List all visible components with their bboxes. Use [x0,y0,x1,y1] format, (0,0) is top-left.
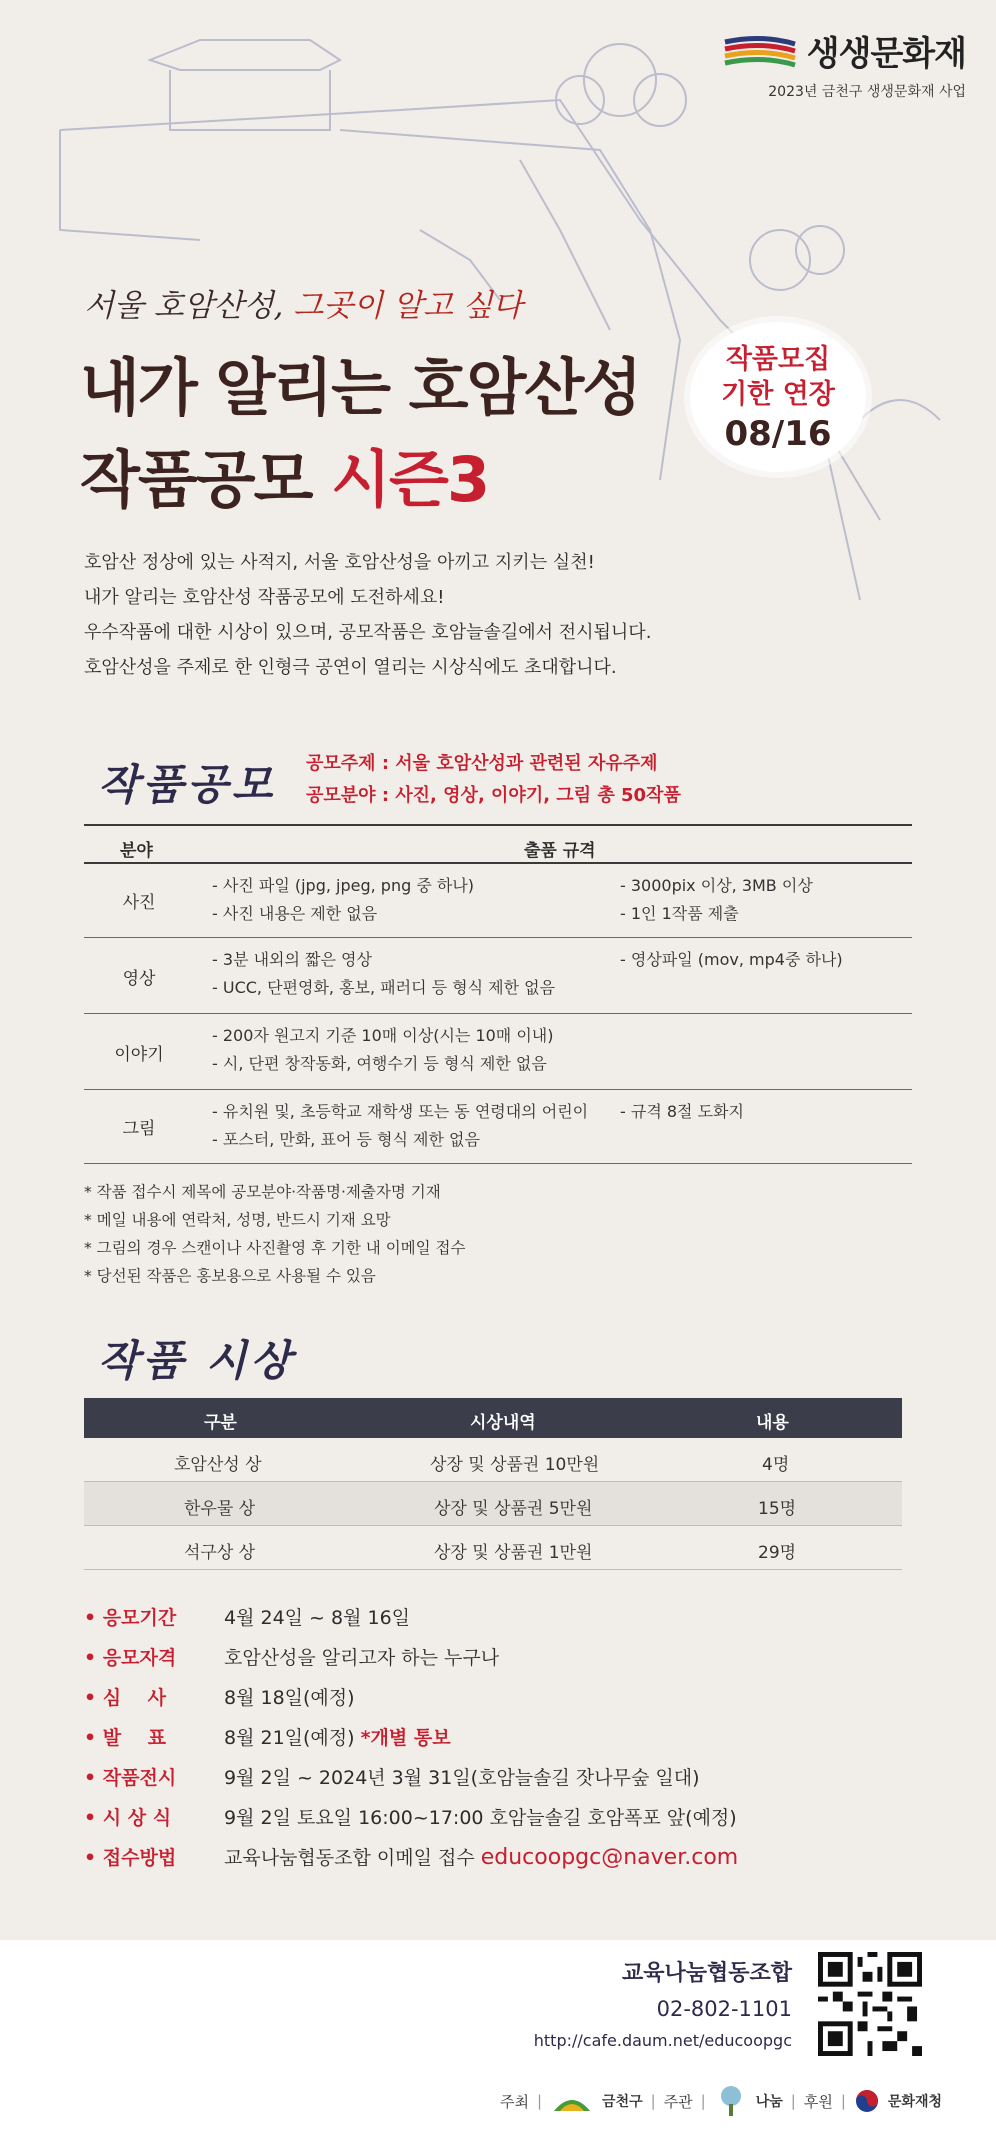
table-row [84,864,912,938]
email-link[interactable]: educoopgc@naver.com [480,1844,739,1870]
divider: | [840,2092,846,2110]
spec-line: - 사진 파일 (jpg, jpeg, png 중 하나) [212,876,475,895]
spec-col1 [212,872,474,928]
info-value: 9월 2일 토요일 16:00~17:00 호암늘솔길 호암폭포 앞(예정) [224,1806,737,1829]
spec-col1 [212,1022,554,1078]
spec-line: - 규격 8절 도화지 [620,1102,744,1121]
awards-header-category: 구분 [204,1413,237,1433]
award-prize: 상장 및 상품권 5만원 [434,1499,593,1519]
contest-fields: 공모분야 : 사진, 영상, 이야기, 그림 총 50작품 [306,785,681,806]
info-value [224,1723,451,1750]
info-label: • 응모자격 [84,1646,177,1669]
list-item [84,1836,738,1876]
brand-logo [721,26,966,101]
list-item [84,1796,738,1836]
intro-line: 우수작품에 대한 시상이 있으며, 공모작품은 호암늘솔길에서 전시됩니다. [84,622,652,643]
organizer-name: 교육나눔협동조합 [621,1961,792,1986]
spec-line: - UCC, 단편영화, 홍보, 패러디 등 형식 제한 없음 [212,978,556,997]
info-value [224,1843,738,1870]
awards-header-count: 내용 [756,1413,789,1433]
info-value: 호암산성을 알리고자 하는 누구나 [224,1646,500,1669]
spec-col1 [212,946,555,1002]
table-row [84,1482,902,1526]
spec-line: - 시, 단편 창작동화, 여행수기 등 형식 제한 없음 [212,1054,547,1073]
main-title-main: 작품공모 [80,443,332,516]
award-prize: 상장 및 상품권 1만원 [434,1543,593,1563]
info-label: • 심 사 [84,1686,166,1709]
submit-method: 교육나눔협동조합 이메일 접수 [224,1846,481,1869]
host-label: 주최 [500,2092,529,2111]
contest-heading: 작품공모 [98,760,277,809]
phone-number: 02-802-1101 [656,1997,792,2021]
note-item: * 당선된 작품은 홍보용으로 사용될 수 있음 [84,1267,376,1285]
list-item [84,1676,738,1716]
spec-line: - 유치원 및, 초등학교 재학생 또는 동 연령대의 어린이 [212,1102,589,1121]
main-title-line1: 내가 알리는 호암산성 [80,351,641,424]
award-name: 호암산성 상 [174,1455,262,1475]
taegeuk-icon [854,2088,880,2114]
badge-line1: 작품모집 [725,344,831,375]
cafe-link[interactable]: http://cafe.daum.net/educoopgc [533,2031,792,2050]
awards-heading: 작품 시상 [98,1336,295,1385]
spec-header-spec: 출품 규격 [524,841,596,861]
award-count: 29명 [758,1543,797,1563]
badge-date: 08/16 [724,414,832,454]
spec-line: - 200자 원고지 기준 10매 이상(시는 10매 이내) [212,1026,554,1045]
spec-col2 [620,872,813,928]
awards-table-header [84,1398,902,1438]
tree-logo-icon [714,2084,748,2118]
note-item: * 그림의 경우 스캔이나 사진촬영 후 기한 내 이메일 접수 [84,1239,466,1257]
spec-table [84,824,912,1164]
award-prize: 상장 및 상품권 10만원 [430,1455,600,1475]
table-row [84,1438,902,1482]
spec-field: 사진 [122,893,156,913]
intro-line: 호암산성을 주제로 한 인형극 공연이 열리는 시상식에도 초대합니다. [84,657,617,678]
spec-line: - 3분 내외의 짧은 영상 [212,950,372,969]
info-label: • 발 표 [84,1726,166,1749]
spec-header-field: 분야 [120,841,153,861]
table-row [84,1090,912,1164]
contact-info [534,1956,792,2056]
note-item: * 작품 접수시 제목에 공모분야·작품명·제출자명 기재 [84,1183,441,1201]
intro-line: 호암산 정상에 있는 사적지, 서울 호암산성을 아끼고 지키는 실천! [84,552,595,573]
spec-table-header [84,824,912,864]
info-label: • 작품전시 [84,1766,177,1789]
info-value: 9월 2일 ~ 2024년 3월 31일(호암늘솔길 잣나무숲 일대) [224,1766,700,1789]
script-subtitle-part2: 그곳이 알고 싶다 [283,288,523,324]
contest-topic: 공모주제 : 서울 호암산성과 관련된 자유주제 [306,753,658,774]
spec-line: - 사진 내용은 제한 없음 [212,904,378,923]
spec-col1 [212,1098,588,1154]
award-name: 한우물 상 [184,1499,256,1519]
sponsor-label: 후원 [803,2092,833,2111]
main-title-accent: 시즌3 [331,443,489,516]
logo-name: 생생문화재 [806,34,966,74]
main-title-line2 [80,430,488,519]
organizer-short: 나눔 [755,2094,783,2110]
spec-line: - 영상파일 (mov, mp4중 하나) [620,950,843,969]
announce-date: 8월 21일(예정) [224,1726,361,1749]
script-subtitle [84,280,523,325]
badge-line2: 기한 연장 [721,379,835,410]
table-row [84,1014,912,1090]
info-label: • 시 상 식 [84,1806,172,1829]
info-value: 4월 24일 ~ 8월 16일 [224,1606,411,1629]
submission-notes [84,1178,466,1290]
spec-col2 [620,1098,744,1126]
deadline-badge [690,322,866,472]
award-count: 15명 [758,1499,797,1519]
divider: | [700,2092,706,2110]
spec-col2 [620,946,843,974]
awards-header-prize: 시상내역 [470,1413,536,1433]
host-name: 금천구 [602,2094,643,2110]
award-name: 석구상 상 [184,1543,256,1563]
list-item [84,1756,738,1796]
spec-field: 이야기 [114,1045,164,1065]
list-item [84,1716,738,1756]
sponsor-bar [500,2084,942,2118]
info-label: • 접수방법 [84,1846,177,1869]
table-row [84,938,912,1014]
spec-line: - 포스터, 만화, 표어 등 형식 제한 없음 [212,1130,480,1149]
intro-line: 내가 알리는 호암산성 작품공모에 도전하세요! [84,587,445,608]
info-label: • 응모기간 [84,1606,177,1629]
spec-field: 그림 [122,1119,156,1139]
divider: | [790,2092,796,2110]
divider: | [536,2092,543,2110]
rainbow-logo-icon [721,34,799,68]
divider: | [650,2092,656,2110]
qr-code-icon [818,1952,922,2056]
contest-summary [306,748,681,812]
logo-subtitle: 2023년 금천구 생생문화재 사업 [768,84,966,100]
spec-field: 영상 [122,969,156,989]
contest-info-list [84,1596,738,1876]
table-row [84,1526,902,1570]
info-value: 8월 18일(예정) [224,1686,355,1709]
sponsor-name: 문화재청 [887,2094,943,2110]
script-subtitle-part1: 서울 호암산성, [84,288,284,324]
geumcheon-logo-icon [550,2087,594,2115]
note-item: * 메일 내용에 연락처, 성명, 반드시 기재 요망 [84,1211,391,1229]
spec-line: - 1인 1작품 제출 [620,904,739,923]
list-item [84,1596,738,1636]
award-count: 4명 [762,1455,790,1475]
announce-note: *개별 통보 [360,1726,451,1749]
intro-text [84,545,651,685]
organizer-label: 주관 [663,2092,693,2111]
list-item [84,1636,738,1676]
spec-line: - 3000pix 이상, 3MB 이상 [620,876,813,895]
